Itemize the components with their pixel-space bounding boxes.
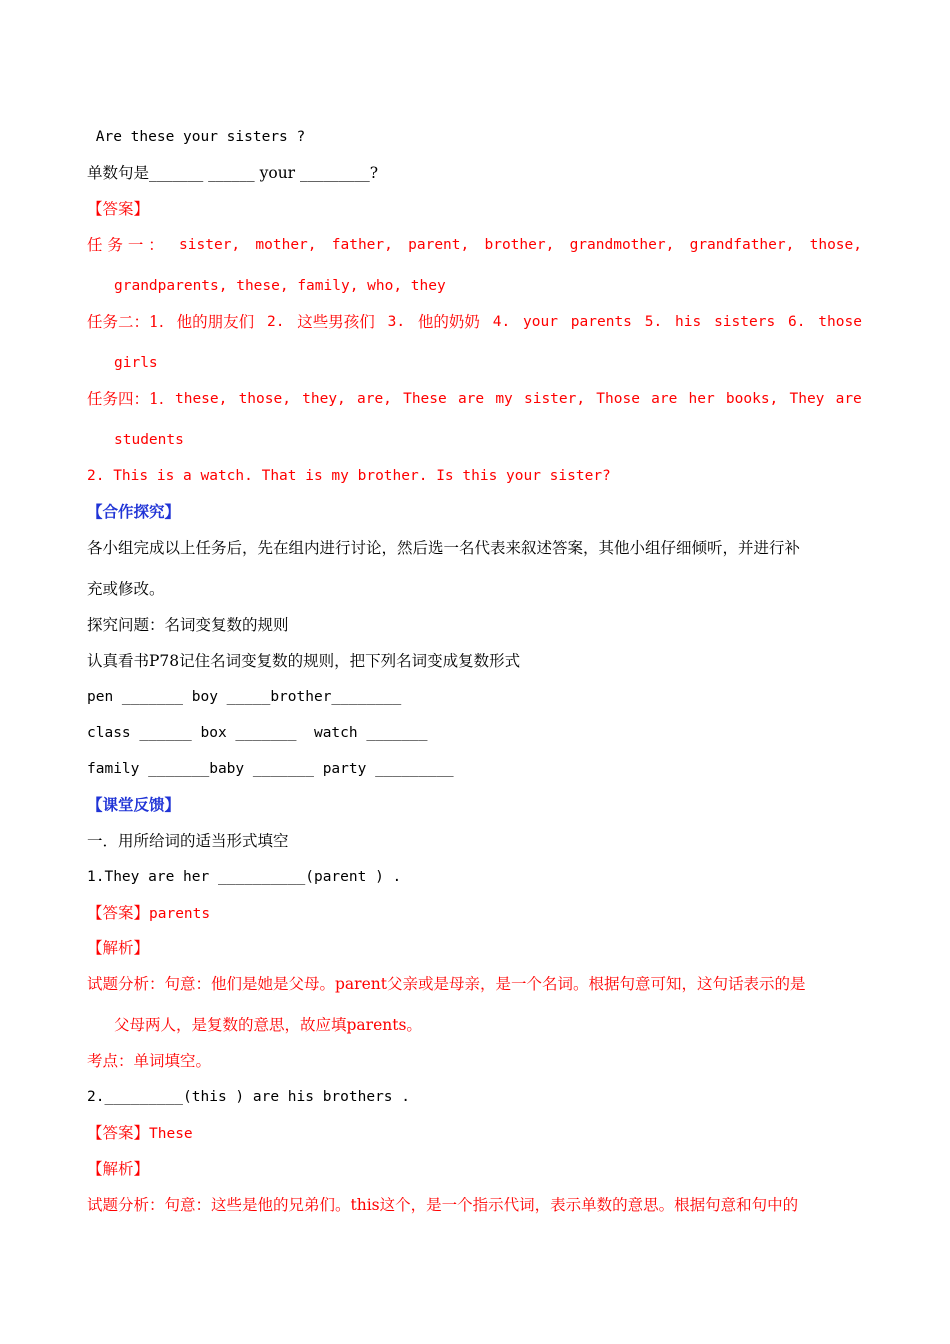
task2-item: parents [570,314,632,330]
task2-item: 3. [387,314,406,330]
task2-item: those [818,314,862,330]
task1-word: grandmother, [569,237,675,253]
question-plural: Are these your sisters ? [87,129,306,145]
task4-item: are, [356,391,392,407]
task2-item: 他的朋友们 [176,313,255,331]
q2-answer-line [87,1123,867,1144]
task2-item: sisters [714,314,776,330]
task4-item: those, [238,391,291,407]
q1-answer-label: 【答案】 [87,904,150,922]
task4-item: these, [174,391,228,407]
exercise-row-3: family _______baby _______ party _________ [87,761,454,777]
question-singular: 单数句是_______ ______ your _________? [87,164,379,182]
task4-item: sister, [523,391,586,407]
task2-item: 5. [644,314,663,330]
explore-question: 探究问题：名词变复数的规则 [87,616,289,634]
task4-item: my [495,391,513,407]
task1-word: father, [331,237,393,253]
q2-answer: These [149,1126,193,1142]
task1-label: 任 务 一 ： [87,236,164,254]
task2-item: 这些男孩们 [297,313,375,331]
task1-word: those, [809,237,862,253]
task4-item: they, [302,391,346,407]
task4-item: 任务四：1. [87,390,164,408]
answer-heading: 【答案】 [87,200,150,218]
task4-item: are [651,391,678,407]
task2-item: 任务二：1. [87,313,164,331]
task2-item: 4. [492,314,511,330]
explore-instruction: 认真看书P78记住名词变复数的规则，把下列名词变成复数形式 [87,652,521,670]
task1-word: parent, [408,237,470,253]
q1-analysis-2: 父母两人，是复数的意思，故应填parents。 [114,1016,422,1034]
q1-analysis-1: 试题分析：句意：他们是她是父母。parent父亲或是母亲，是一个名词。根据句意可知，这句话表示的是 [87,975,806,993]
task1-line [87,235,862,255]
task2-item: 他的奶奶 [417,313,480,331]
task1-continuation: grandparents, these, family, who, they [114,278,446,294]
coop-text-2: 充或修改。 [87,580,165,598]
task4-item: Those [596,391,640,407]
exercise-row-1: pen _______ boy _____brother________ [87,689,402,705]
task2-item: 2. [266,314,285,330]
coop-text-1: 各小组完成以上任务后，先在组内进行讨论，然后选一名代表来叙述答案，其他小组仔细倾听，并进行补 [87,539,801,557]
task4-item: These [403,391,447,407]
exercise-row-2: class ______ box _______ watch _______ [87,725,428,741]
task1-word: brother, [484,237,555,253]
task4-item: books, [725,391,779,407]
task1-word: grandfather, [689,237,795,253]
task2-item: your [523,314,558,330]
feedback-heading: 【课堂反馈】 [87,795,181,814]
task4-continuation: students [114,432,184,448]
question-2: 2._________(this ) are his brothers . [87,1089,411,1105]
task4-item: are [835,391,862,407]
q1-analysis-heading: 【解析】 [87,939,150,957]
q2-analysis-1: 试题分析：句意：这些是他的兄弟们。this这个，是一个指示代词，表示单数的意思。根据句意和句中的 [87,1196,799,1214]
coop-heading: 【合作探究】 [87,502,181,521]
task4-item: her [688,391,715,407]
task4-second-answer: 2. This is a watch. That is my brother. Is this your sister? [87,468,611,484]
task2-item: 6. [788,314,806,330]
task4-item: are [457,391,485,407]
task1-word: mother, [255,237,317,253]
q1-key-point: 考点：单词填空。 [87,1052,212,1070]
q2-answer-label: 【答案】 [87,1124,150,1142]
question-1: 1.They are her __________(parent ) . [87,869,402,885]
task2-line [87,312,862,332]
section-one-title: 一．用所给词的适当形式填空 [87,832,289,850]
task1-word: sister, [179,237,241,253]
task2-item: his [675,314,702,330]
q2-analysis-heading: 【解析】 [87,1160,150,1178]
task2-continuation: girls [114,355,158,371]
task4-line [87,389,862,409]
q1-answer: parents [149,906,211,922]
q1-answer-line [87,903,867,924]
task4-item: They [789,391,825,407]
